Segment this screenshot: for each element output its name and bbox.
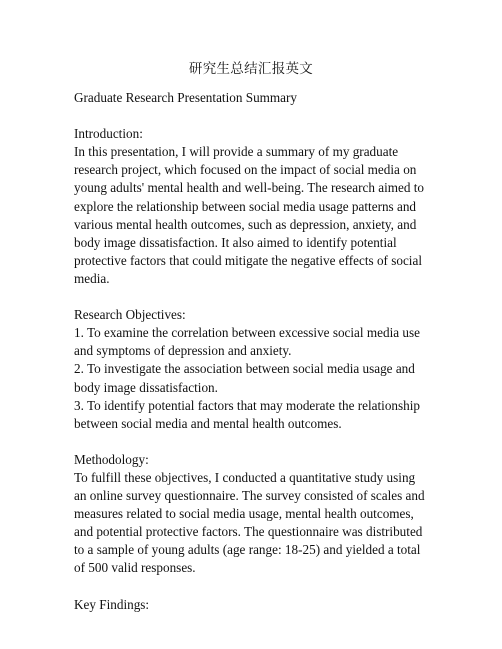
document-subtitle: Graduate Research Presentation Summary	[74, 90, 298, 105]
methodology-section	[74, 451, 430, 578]
objective-item: 2. To investigate the association between social media usage and body image dissatisfaction.	[74, 361, 415, 395]
document-title: 研究生总结汇报英文	[188, 61, 314, 76]
objective-item: 1. To examine the correlation between excessive social media use and symptoms of depression and anxiety.	[74, 325, 420, 359]
findings-heading: Key Findings:	[74, 596, 150, 612]
methodology-body: To fulfill these objectives, I conducted a quantitative study using an online survey questionnaire. The survey consisted of scales and measures related to social media usage, mental health outcomes, and potential protective factors. The questionnaire was distributed to a sample of young adults (age range: 18-25) and yielded a total of 500 valid responses.	[74, 469, 425, 576]
objective-item: 3. To identify potential factors that may moderate the relationship between social media and mental health outcomes.	[74, 397, 421, 431]
paragraph-gap	[74, 578, 430, 596]
introduction-heading: Introduction:	[74, 126, 143, 142]
introduction-section	[74, 125, 430, 288]
paragraph-gap	[74, 107, 430, 125]
objectives-heading: Research Objectives:	[74, 307, 186, 323]
paragraph-gap	[74, 433, 430, 451]
findings-section	[74, 596, 430, 614]
introduction-body: In this presentation, I will provide a summary of my graduate research project, which focused on the impact of social media on young adults' mental health and well-being. The research aimed to explore the relationship between social media usage patterns and various mental health outcomes, such as depression, anxiety, and body image dissatisfaction. It also aimed to identify potential protective factors that could mitigate the negative effects of social media.	[74, 144, 425, 286]
methodology-heading: Methodology:	[74, 451, 149, 467]
objectives-section	[74, 306, 430, 433]
paragraph-gap	[74, 288, 430, 306]
document-body	[74, 89, 430, 614]
